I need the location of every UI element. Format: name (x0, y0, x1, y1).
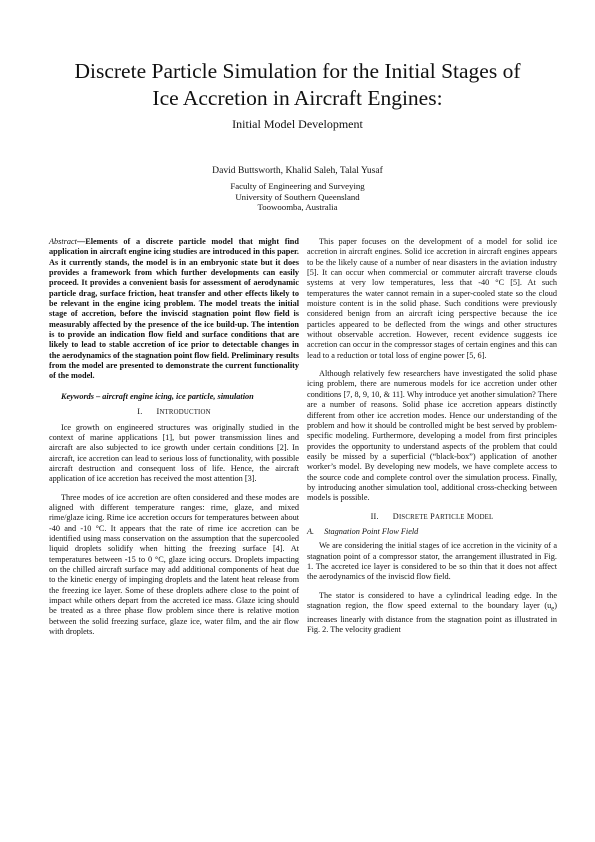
section-title-rest: ARTICLE (434, 513, 465, 521)
paragraph (307, 591, 557, 636)
affiliation (20, 181, 575, 213)
paragraph: Three modes of ice accretion are often considered and these modes are aligned with different temperature ranges: rime, glaze, and mixed rime/glaze icing. Rime ice accretion occurs for temperatures between about -40 and -10 °C. It appears that the rate of rime ice accretion can be identified using mass conservation on the assumption that the supercooled liquid droplets solidify when hitting the freezing surface [4]. At temperatures between -15 to 0 °C, glaze icing occurs. Droplets impacting on the chilled aircraft surface may add additional components of heat due to the kinetic energy of impinging droplets and the latent heat release from the freezing ice layer. Some of these droplets adhere close to the point of impact while others depart from the accreted ice mass. Glaze icing should be treated as a three phase flow problem since there is relative motion between the solid freezing surface, glaze ice, water film, and the air flow with droplets. (49, 492, 299, 637)
section-heading-model (307, 512, 557, 523)
paragraph-text: ) increases linearly with distance from the stagnation point as illustrated in Fig. 2. The velocity gradient (307, 601, 557, 635)
paper-subtitle: Initial Model Development (232, 117, 363, 131)
abstract-text: —Elements of a discrete particle model that might find application in aircraft engine icing studies are introduced in this paper. As it currently stands, the model is in an embryonic state but it does provides a framework from which further developments can easily proceed. It provides a convenient basis for assessment of aerodynamic particle drag, surface friction, heat transfer and other effects likely to be relevant in the engine icing problem. The model treats the initial stage of accretion, before the inviscid stagnation point flow field is measurably affected by the presence of the ice build-up. The intention is to provide an indication flow field and surface conditions that are likely to lead to stable accretion of ice prior to detectable changes in the aerodynamics of the stagnation point flow field. Preliminary results from the model are presented to demonstrate the current functionality of the model. (49, 237, 299, 381)
subsection-number: A. (307, 526, 315, 536)
right-column (307, 237, 557, 644)
abstract-label: Abstract (49, 237, 77, 246)
subsection-heading (307, 527, 557, 537)
affiliation-faculty: Faculty of Engineering and Surveying (230, 181, 365, 191)
paragraph: We are considering the initial stages of ice accretion in the vicinity of a stagnation point of a compressor stator, the arrangement illustrated in Fig. 1. The accreted ice layer is considered to be so thin that it does not affect the aerodynamics of the inviscid flow field. (307, 541, 557, 582)
section-number: II. (370, 511, 379, 521)
paragraph: This paper focuses on the development of a model for solid ice accretion in aircraft engines. Solid ice accretion in aircraft engines appears to be the likely cause of a number of near disasters in the aviation industry [5]. It can occur when commercial or commuter aircraft traverse clouds systems at very low temperatures, less that -40 °C [5]. At such temperatures the water cannot remain in a super-cooled state so the cloud moisture content is in the solid phase. Such conditions were previously considered benign from an aircraft icing perspective because the ice particles appeared to be deflected from the wings and other structures without observable accretion. However, recent evidence suggests ice accretion can occur in the compressor stages of certain engines and this can lead to a reduction or total loss of engine power [5, 6]. (307, 237, 557, 360)
section-title-initial: D (392, 511, 399, 521)
paragraph: Although relatively few researchers have investigated the solid phase icing problem, there are numerous models for ice accretion under other conditions [7, 8, 9, 10, & 11]. Why introduce yet another simulation? There are a number of reasons. Solid phase ice accretion appears distinctly different from other ice accretion modes. Hence our understanding of the problem and how it should be controlled might be best served by problem-specific modeling. Furthermore, developing a model from first principles provides the opportunity to understand aspects of the problem that could easily be missed by a superficial (“black-box”) application of another worker’s model. By developing new models, we have complete access to the source code and complete control over the simulation process. Finally, by introducing another simulation tool, additional cross-checking between models is possible. (307, 369, 557, 503)
paragraph: Ice growth on engineered structures was originally studied in the context of marine applications [1], but power transmission lines and aircraft are also subjected to ice growth under certain conditions [2]. In aircraft, ice accretion can lead to serious loss of functionality, with possible aircraft destruction and consequent loss of life. Hence, the aircraft application of ice accretion has received the most attention [3]. (49, 422, 299, 484)
section-title-rest: ODEL (474, 513, 494, 521)
section-heading-introduction (49, 407, 299, 418)
paper-title (20, 58, 575, 112)
abstract (49, 237, 299, 382)
section-title-initial: P (430, 511, 435, 521)
section-title-rest: NTRODUCTION (159, 409, 211, 417)
left-column (49, 237, 299, 645)
affiliation-location: Toowoomba, Australia (257, 202, 338, 213)
affiliation-university: University of Southern Queensland (235, 191, 360, 202)
section-title-rest: ISCRETE (398, 513, 428, 521)
title-line-2: Ice Accretion in Aircraft Engines: (152, 86, 443, 110)
section-number: I. (137, 407, 143, 417)
author-list: David Buttsworth, Khalid Saleh, Talal Yusaf (212, 165, 383, 176)
subscript: e (551, 605, 555, 613)
paragraph-text: The stator is considered to have a cylindrical leading edge. In the stagnation region, the flow speed external to the boundary layer (u (307, 590, 557, 610)
section-title-initial: M (466, 511, 475, 521)
title-line-1: Discrete Particle Simulation for the Initial Stages of (74, 59, 521, 83)
section-title-initial: I (156, 407, 160, 417)
keywords: Keywords – aircraft engine icing, ice particle, simulation (61, 391, 254, 401)
subsection-title: Stagnation Point Flow Field (324, 526, 419, 536)
